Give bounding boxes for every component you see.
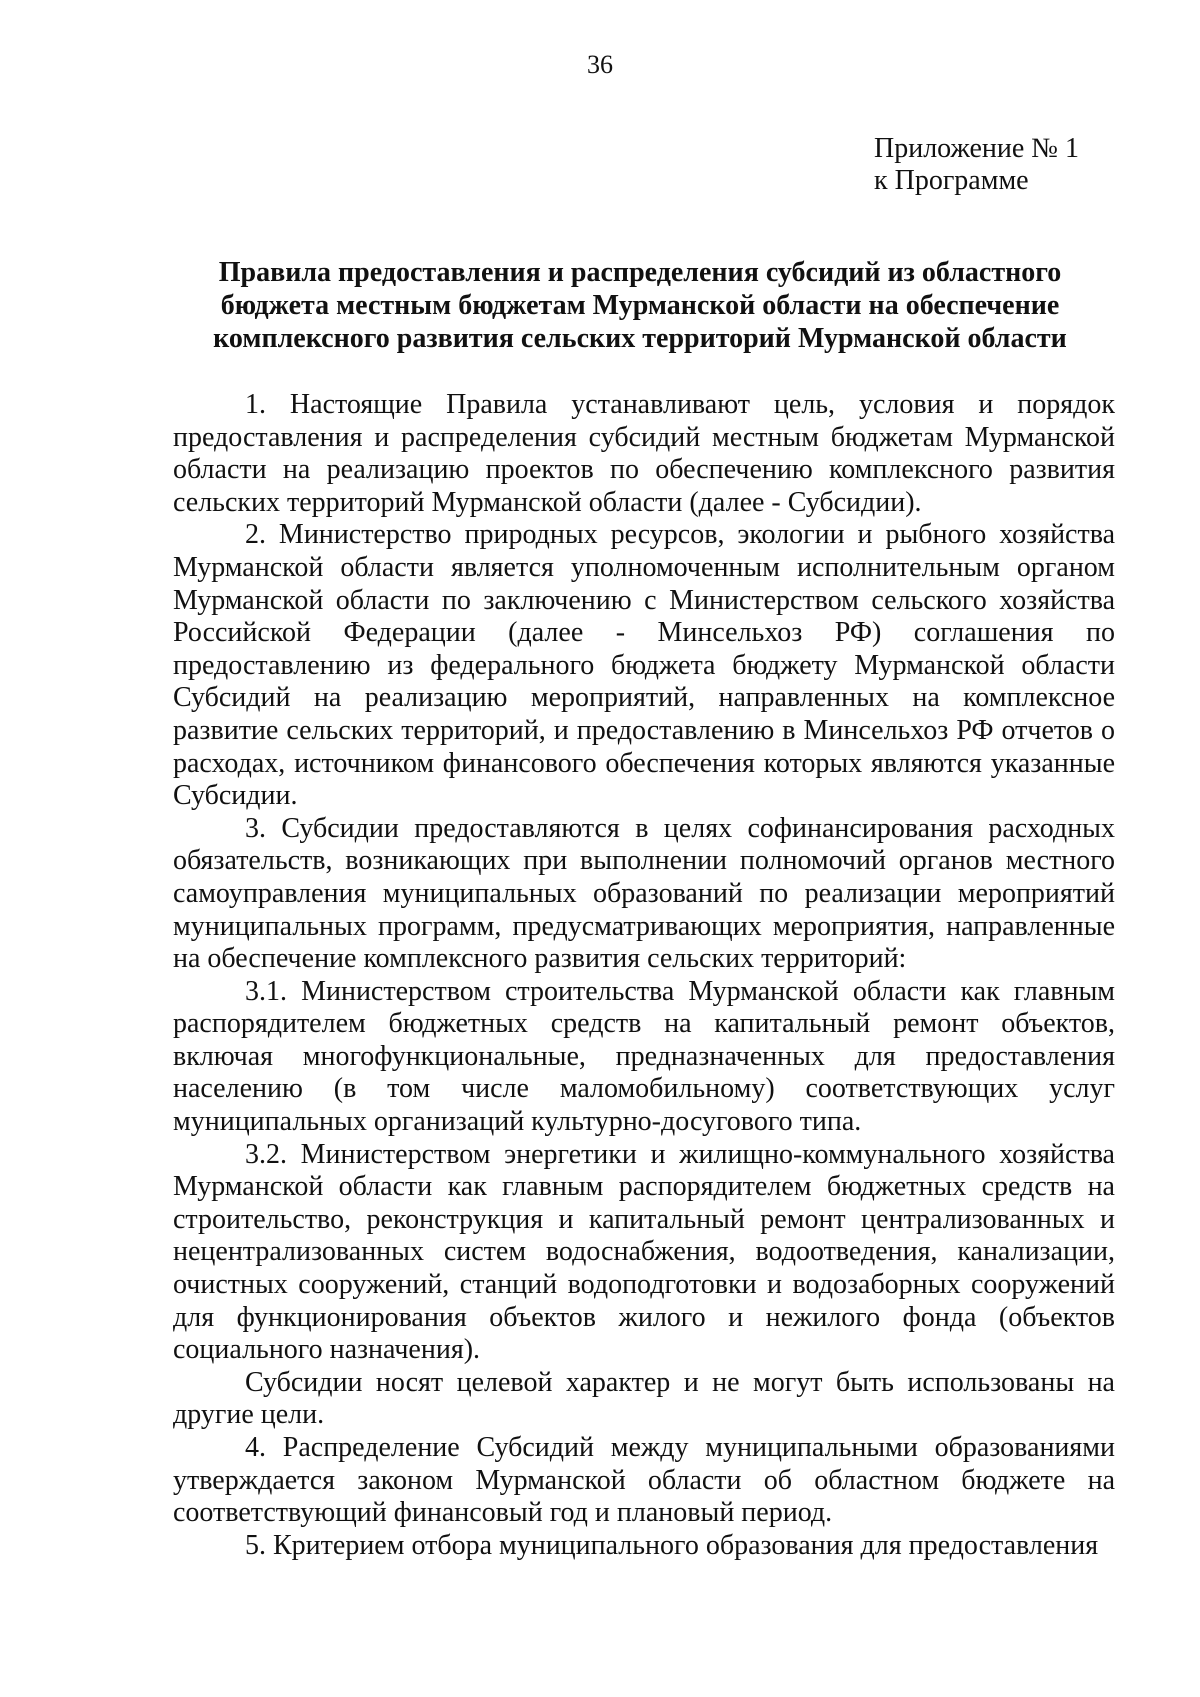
paragraph-subsidy-purpose: Субсидии носят целевой характер и не могут быть использованы на другие цели. — [173, 1366, 1115, 1431]
paragraph-1: 1. Настоящие Правила устанавливают цель, условия и порядок предоставления и распределения субсидий местным бюджетам Мурманской области на реализацию проектов по обеспечению комплексного развития сельских территорий Мурманской области (далее - Субсидии). — [173, 389, 1115, 518]
title-line-2: бюджета местным бюджетам Мурманской области на обеспечение — [220, 290, 1060, 321]
appendix-label — [874, 133, 1079, 197]
title-line-1: Правила предоставления и распределения субсидий из областного — [218, 257, 1062, 288]
paragraph-3-2: 3.2. Министерством энергетики и жилищно-коммунального хозяйства Мурманской области как главным распорядителем бюджетных средств на строительство, реконструкция и капитальный ремонт централизованных и нецентрализованных систем водоснабжения, водоотведения, канализации, очистных сооружений, станций водоподготовки и водозаборных сооружений для функционирования объектов жилого и нежилого фонда (объектов социального назначения). — [173, 1138, 1115, 1366]
paragraph-5: 5. Критерием отбора муниципального образования для предоставления — [245, 1529, 1099, 1561]
paragraph-4: 4. Распределение Субсидий между муниципальными образованиями утверждается законом Мурманской области об областном бюджете на соответствующий финансовый год и плановый период. — [173, 1432, 1115, 1529]
page-number: 36 — [587, 50, 613, 79]
appendix-line-2: к Программе — [874, 165, 1029, 196]
appendix-line-1: Приложение № 1 — [874, 133, 1079, 164]
paragraph-3: 3. Субсидии предоставляются в целях софинансирования расходных обязательств, возникающих при выполнении полномочий органов местного самоуправления муниципальных образований по реализации мероприятий муниципальных программ, предусматривающих мероприятия, направленные на обеспечение комплексного развития сельских территорий: — [173, 812, 1115, 975]
paragraph-2: 2. Министерство природных ресурсов, экологии и рыбного хозяйства Мурманской области является уполномоченным исполнительным органом Мурманской области по заключению с Министерством сельского хозяйства Российской Федерации (далее - Минсельхоз РФ) соглашения по предоставлению из федерального бюджета бюджету Мурманской области Субсидий на реализацию мероприятий, направленных на комплексное развитие сельских территорий, и предоставлению в Минсельхоз РФ отчетов о расходах, источником финансового обеспечения которых являются указанные Субсидии. — [173, 519, 1115, 812]
document-title — [170, 256, 1110, 355]
document-body — [173, 389, 1115, 1562]
title-line-3: комплексного развития сельских территорий Мурманской области — [213, 323, 1067, 354]
paragraph-3-1: 3.1. Министерством строительства Мурманской области как главным распорядителем бюджетных средств на капитальный ремонт объектов, включая многофункциональные, предназначенных для предоставления населению (в том числе маломобильному) соответствующих услуг муниципальных организаций культурно-досугового типа. — [173, 975, 1115, 1138]
